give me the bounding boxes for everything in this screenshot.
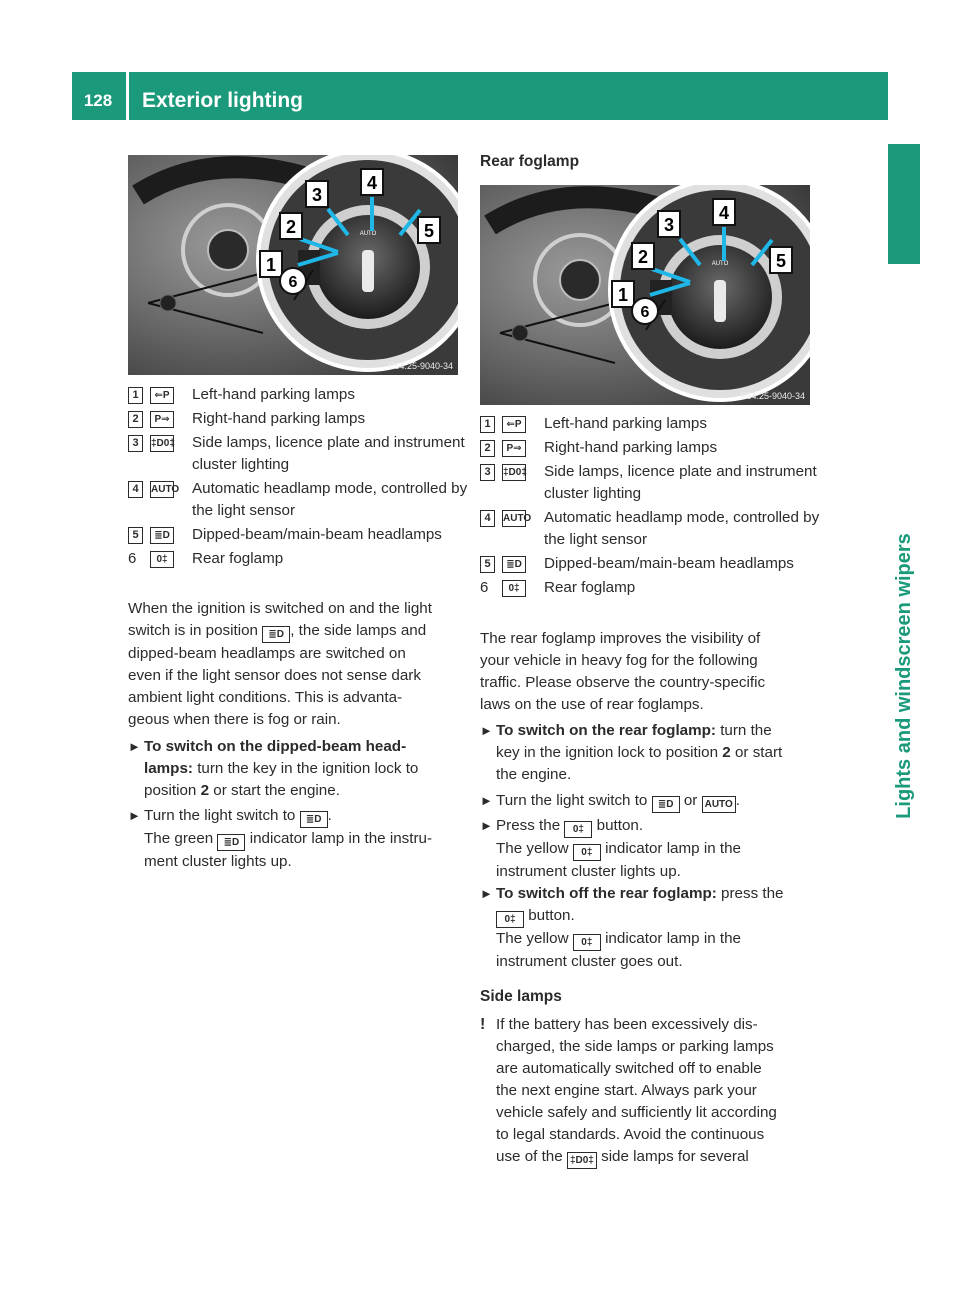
legend-number: 6: [480, 579, 489, 596]
text-line: switch is in position ≣D , the side lamps and: [128, 620, 468, 643]
text-line: even if the light sensor does not sense dark: [128, 667, 421, 684]
light-switch-photo-left: [128, 155, 458, 375]
rear-foglamp-icon: 0‡: [564, 821, 592, 838]
text-line: ambient light conditions. This is advanta-: [128, 689, 403, 706]
callout-6: 6: [640, 304, 650, 321]
text-line: When the ignition is switched on and the light: [128, 600, 432, 617]
legend-text: Right-hand parking lamps: [544, 439, 718, 456]
legend-item: [480, 413, 820, 435]
warning-icon: !: [480, 1016, 486, 1033]
legend-number: 1: [480, 416, 495, 433]
left-parking-lamp-icon: ⇐P: [150, 387, 174, 404]
left-parking-lamp-icon: ⇐P: [502, 416, 526, 433]
legend-text: Left-hand parking lamps: [544, 415, 707, 432]
legend-number: 4: [480, 510, 495, 527]
callout-1: 1: [265, 255, 277, 275]
auto-headlamp-icon: AUTO: [502, 510, 526, 527]
dipped-beam-icon: ≣D: [652, 796, 680, 813]
dipped-beam-icon: ≣D: [150, 527, 174, 544]
legend-number: 5: [480, 556, 495, 573]
step-arrow-icon: ►: [480, 723, 493, 738]
auto-headlamp-icon: AUTO: [702, 796, 736, 813]
step-arrow-icon: ►: [128, 808, 141, 823]
step-switch-on-dipped: ► To switch on the dipped-beam head- lamps: turn the key in the ignition lock to position 2 or start the engine.: [128, 738, 419, 799]
side-lamps-icon: ‡D0‡: [502, 464, 526, 481]
step-press-foglamp: ► Press the 0‡ button. The yellow 0‡ indicator lamp in the instrument cluster lights up.: [480, 817, 741, 880]
step-arrow-icon: ►: [480, 793, 493, 808]
text-line: geous when there is fog or rain.: [128, 711, 341, 728]
warning-side-lamps: ! If the battery has been excessively dis- charged, the side lamps or parking lamps are automatically switched off to enable the next engine start. Always park your vehicle safely and sufficiently lit according to legal standards. Avoid the continuous use of the ‡D0‡ side lamps for several: [480, 1014, 820, 1169]
rear-foglamp-paragraph: The rear foglamp improves the visibility of your vehicle in heavy fog for the following traffic. Please observe the country-specific laws on the use of rear foglamps.: [480, 630, 766, 713]
legend-item: [128, 524, 468, 546]
legend-number: 5: [128, 527, 143, 544]
rear-foglamp-icon: 0‡: [573, 934, 601, 951]
legend-text: Side lamps, licence plate and instrument cluster lighting: [544, 463, 817, 502]
figure-credit: P54.25-9040-34: [740, 391, 805, 401]
side-lamps-icon: ‡D0‡: [150, 435, 174, 452]
legend-text: Automatic headlamp mode, controlled by the light sensor: [544, 509, 820, 548]
legend-number: 4: [128, 481, 143, 498]
dipped-beam-icon: ≣D: [502, 556, 526, 573]
page-header: [72, 72, 888, 120]
page-title: Exterior lighting: [142, 89, 304, 112]
intro-paragraph: [128, 598, 468, 731]
rear-foglamp-icon: 0‡: [502, 580, 526, 597]
dipped-beam-icon: ≣D: [300, 811, 328, 828]
chapter-label-wrap: [888, 416, 920, 936]
legend-text: Left-hand parking lamps: [192, 386, 355, 403]
legend-text: Side lamps, licence plate and instrument cluster lighting: [192, 434, 465, 473]
header-divider: [126, 72, 129, 120]
page-number: 128: [83, 91, 113, 110]
light-switch-illustration: [480, 185, 810, 405]
legend-number: 3: [128, 435, 143, 452]
legend-text: Rear foglamp: [192, 550, 284, 567]
knob-auto-text: AUTO: [359, 231, 377, 237]
rear-foglamp-icon: 0‡: [150, 551, 174, 568]
chapter-marker: [888, 144, 920, 264]
dipped-beam-icon: ≣D: [217, 834, 245, 851]
callout-3: 3: [663, 215, 675, 235]
auto-headlamp-icon: AUTO: [150, 481, 174, 498]
step-switch-off-foglamp: ► To switch off the rear foglamp: press the 0‡ button. The yellow 0‡ indicator lamp in the instrument cluster goes out.: [480, 885, 784, 970]
legend-item: [480, 461, 820, 505]
callout-6: 6: [288, 274, 298, 291]
legend-number: 2: [480, 440, 495, 457]
step-arrow-icon: ►: [480, 886, 493, 901]
legend-number: 1: [128, 387, 143, 404]
legend-list-right: [480, 413, 820, 601]
knob-auto-text: AUTO: [711, 261, 729, 267]
legend-text: Rear foglamp: [544, 579, 636, 596]
legend-text: Right-hand parking lamps: [192, 410, 366, 427]
step-turn-switch: ► Turn the light switch to ≣D . The green ≣D indicator lamp in the instru- ment cluster lights up.: [128, 807, 433, 870]
section-title-rear-foglamp: Rear foglamp: [480, 153, 580, 170]
legend-text: Dipped-beam/main-beam headlamps: [192, 526, 442, 543]
right-parking-lamp-icon: P⇒: [502, 440, 526, 457]
rear-foglamp-icon: 0‡: [573, 844, 601, 861]
callout-3: 3: [311, 185, 323, 205]
legend-number: 2: [128, 411, 143, 428]
callout-5: 5: [423, 221, 435, 241]
dipped-beam-icon: ≣D: [262, 626, 290, 643]
side-lamps-icon: ‡D0‡: [567, 1152, 597, 1169]
legend-text: Dipped-beam/main-beam headlamps: [544, 555, 794, 572]
legend-item: [128, 478, 468, 522]
right-parking-lamp-icon: P⇒: [150, 411, 174, 428]
legend-item: [128, 384, 468, 406]
legend-list-left: [128, 384, 468, 572]
step-switch-on-foglamp: ► To switch on the rear foglamp: turn the key in the ignition lock to position 2 or start the engine.: [480, 722, 783, 783]
legend-number: 3: [480, 464, 495, 481]
callout-4: 4: [718, 203, 730, 223]
legend-item: [480, 553, 820, 575]
step-arrow-icon: ►: [128, 739, 141, 754]
callout-5: 5: [775, 251, 787, 271]
section-title-side-lamps: Side lamps: [480, 988, 562, 1005]
callout-2: 2: [637, 247, 649, 267]
legend-item: [128, 432, 468, 476]
step-arrow-icon: ►: [480, 818, 493, 833]
callout-4: 4: [366, 173, 378, 193]
text-line: dipped-beam headlamps are switched on: [128, 645, 406, 662]
callout-2: 2: [285, 217, 297, 237]
light-switch-illustration: [128, 155, 458, 375]
legend-item: [128, 408, 468, 430]
rear-foglamp-icon: 0‡: [496, 911, 524, 928]
legend-item: [480, 437, 820, 459]
legend-text: Automatic headlamp mode, controlled by the light sensor: [192, 480, 468, 519]
legend-item: [128, 548, 468, 570]
legend-number: 6: [128, 550, 137, 567]
light-switch-photo-right: [480, 185, 810, 405]
legend-item: [480, 577, 820, 599]
step-turn-switch-right: ► Turn the light switch to ≣D or AUTO .: [480, 790, 820, 813]
chapter-label: Lights and windscreen wipers: [893, 533, 915, 819]
legend-item: [480, 507, 820, 551]
figure-credit: P54.25-9040-34: [388, 361, 453, 371]
callout-1: 1: [617, 285, 629, 305]
